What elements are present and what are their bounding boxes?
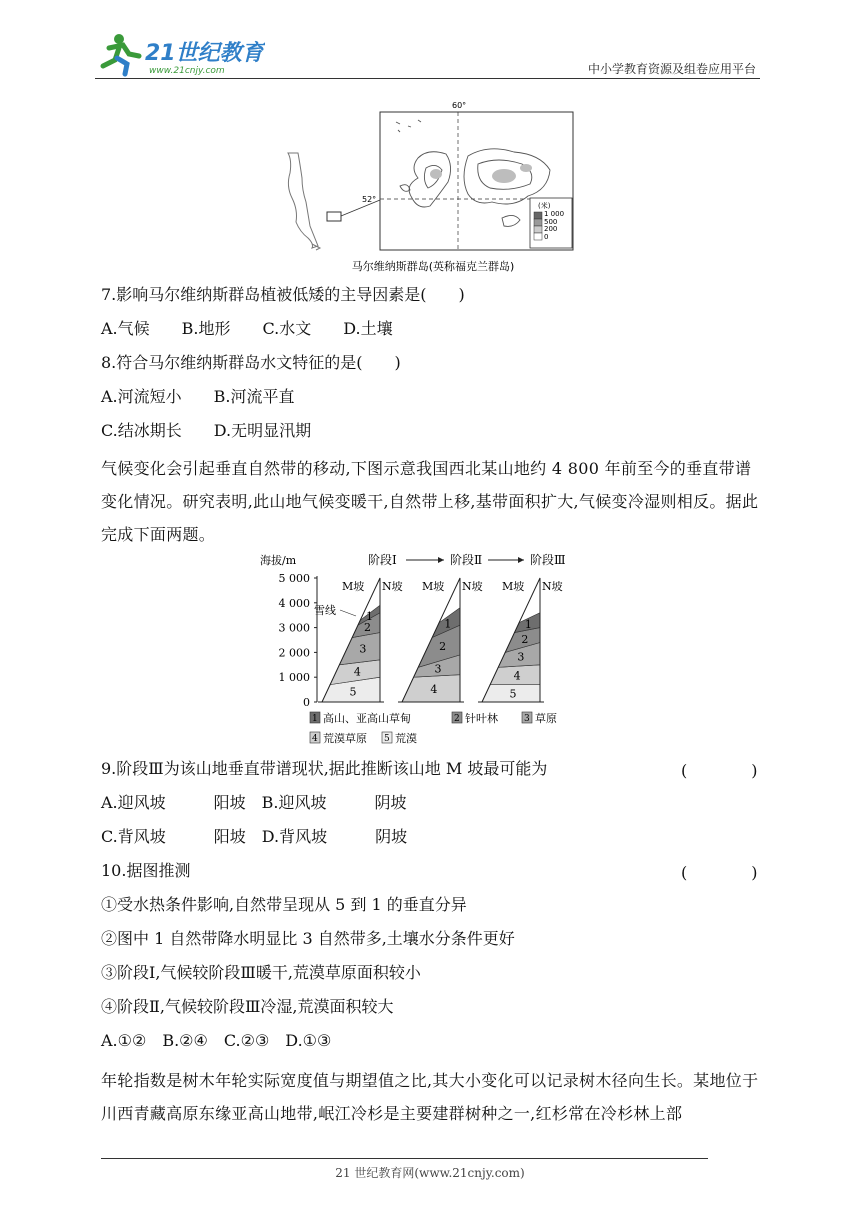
- q10-statement-1: ①受水热条件影响,自然带呈现从 5 到 1 的垂直分异: [101, 895, 467, 914]
- logo-url: www.21cnjy.com: [149, 66, 225, 76]
- q8-stem: 8.符合马尔维纳斯群岛水文特征的是( ): [101, 353, 401, 372]
- q10-statement-2: ②图中 1 自然带降水明显比 3 自然带多,土壤水分条件更好: [101, 929, 515, 948]
- vertical-zone-diagram: [260, 550, 590, 750]
- zone-number: 3: [359, 642, 367, 656]
- slope-label-m: M坡: [422, 580, 445, 593]
- legend-label: 荒漠草原: [323, 732, 367, 745]
- svg-text:0: 0: [544, 233, 549, 241]
- legend-label: 高山、亚高山草甸: [323, 712, 411, 725]
- y-tick-label: 4 000: [278, 596, 310, 610]
- zone-number: 5: [509, 687, 517, 701]
- legend-label: 草原: [535, 712, 557, 725]
- platform-name: 中小学教育资源及组卷应用平台: [587, 62, 756, 76]
- svg-text:(米): (米): [538, 202, 551, 210]
- map-legend: [530, 198, 572, 248]
- snowline-label: 雪线: [314, 604, 336, 617]
- map-caption: 马尔维纳斯群岛(英称福克兰群岛): [351, 260, 515, 273]
- zone-number: 2: [521, 632, 529, 646]
- map-locator-box: [327, 212, 341, 221]
- page-footer: 21 世纪教育网(www.21cnjy.com): [335, 1166, 525, 1180]
- zone-number: 5: [349, 685, 357, 699]
- zone-number: 2: [364, 620, 372, 634]
- q10-options: A.①② B.②④ C.②③ D.①③: [101, 1031, 332, 1050]
- mountains: [318, 578, 563, 702]
- zone-number: 3: [434, 662, 442, 676]
- y-tick-label: 5 000: [278, 572, 310, 585]
- q7-options: A.气候 B.地形 C.水文 D.土壤: [101, 319, 393, 338]
- slope-label-m: M坡: [502, 580, 525, 593]
- slope-label-m: M坡: [342, 580, 365, 593]
- q9-options-2: C.背风坡 阳坡 D.背风坡 阴坡: [101, 827, 408, 846]
- stage-label: 阶段Ⅱ: [450, 553, 483, 567]
- q8-options-2: C.结冰期长 D.无明显汛期: [101, 421, 312, 440]
- q10-statement-3: ③阶段Ⅰ,气候较阶段Ⅲ暖干,荒漠草原面积较小: [101, 963, 421, 982]
- y-tick-label: 3 000: [278, 621, 310, 635]
- zone-number: 1: [444, 617, 452, 631]
- site-logo: [95, 30, 265, 78]
- y-tick-label: 0: [303, 696, 310, 709]
- slope-label-n: N坡: [542, 580, 563, 593]
- y-tick-label: 1 000: [278, 671, 310, 685]
- stage-arrow-head: [438, 557, 444, 563]
- latitude-label: 52°: [362, 195, 377, 204]
- mountain-stage: [398, 578, 483, 702]
- y-tick-label: 2 000: [278, 646, 310, 660]
- zone-number: 1: [524, 617, 532, 631]
- q10-stem: 10.据图推测: [101, 861, 191, 880]
- legend-number: 5: [384, 734, 390, 744]
- q8-options-1: A.河流短小 B.河流平直: [101, 387, 295, 406]
- legend-number: 2: [454, 714, 460, 724]
- stage-label: 阶段Ⅲ: [530, 553, 566, 567]
- intro2-paragraph: 年轮指数是树木年轮实际宽度值与期望值之比,其大小变化可以记录树木径向生长。某地位于川西青藏高原东缘亚高山地带,岷江冷杉是主要建群树种之一,红杉常在冷杉林上部: [101, 1071, 759, 1123]
- south-america-outline: [288, 153, 320, 250]
- y-axis-label: 海拔/m: [260, 554, 297, 567]
- page-header: [95, 30, 760, 80]
- zone-number: 2: [439, 640, 447, 654]
- legend-label: 针叶林: [465, 712, 498, 725]
- slope-label-n: N坡: [462, 580, 483, 593]
- legend-number: 4: [312, 734, 318, 744]
- falkland-map: [278, 98, 588, 276]
- stage-label: 阶段Ⅰ: [368, 553, 397, 567]
- svg-text:500: 500: [544, 218, 558, 226]
- q10-statement-4: ④阶段Ⅱ,气候较阶段Ⅲ冷湿,荒漠面积较大: [101, 997, 394, 1016]
- zone-number: 3: [517, 650, 525, 664]
- longitude-label: 60°: [452, 101, 467, 110]
- mountain-stage: [318, 578, 403, 702]
- svg-text:200: 200: [544, 225, 558, 233]
- footer-divider: [101, 1158, 708, 1159]
- runner-icon: [103, 34, 139, 74]
- legend-number: 1: [312, 714, 318, 724]
- mountain-stage: [478, 578, 563, 702]
- q7-stem: 7.影响马尔维纳斯群岛植被低矮的主导因素是( ): [101, 285, 465, 304]
- stage-header: [368, 553, 566, 567]
- zone-number: 4: [430, 682, 438, 696]
- q9-stem: 9.阶段Ⅲ为该山地垂直带谱现状,据此推断该山地 M 坡最可能为: [101, 759, 548, 778]
- svg-text:1 000: 1 000: [544, 210, 565, 218]
- legend-label: 荒漠: [395, 732, 417, 745]
- zone-number: 4: [353, 665, 361, 679]
- legend-number: 3: [524, 714, 530, 724]
- zone-number: 4: [513, 669, 521, 683]
- stage-arrow-head: [518, 557, 524, 563]
- logo-text: 21世纪教育: [145, 41, 264, 66]
- slope-label-n: N坡: [382, 580, 403, 593]
- header-divider: [95, 78, 760, 79]
- q9-answer-bracket: ( ): [681, 761, 758, 780]
- intro-paragraph: 气候变化会引起垂直自然带的移动,下图示意我国西北某山地约 4 800 年前至今的垂直带谱变化情况。研究表明,此山地气候变暖干,自然带上移,基带面积扩大,气候变冷湿则相反。据此完成下面两题。: [101, 459, 759, 544]
- q10-answer-bracket: ( ): [681, 863, 758, 882]
- q9-options-1: A.迎风坡 阳坡 B.迎风坡 阴坡: [101, 793, 407, 812]
- zone-number: 1: [366, 609, 374, 623]
- y-ticks: [279, 572, 318, 709]
- chart-legend: [310, 711, 557, 745]
